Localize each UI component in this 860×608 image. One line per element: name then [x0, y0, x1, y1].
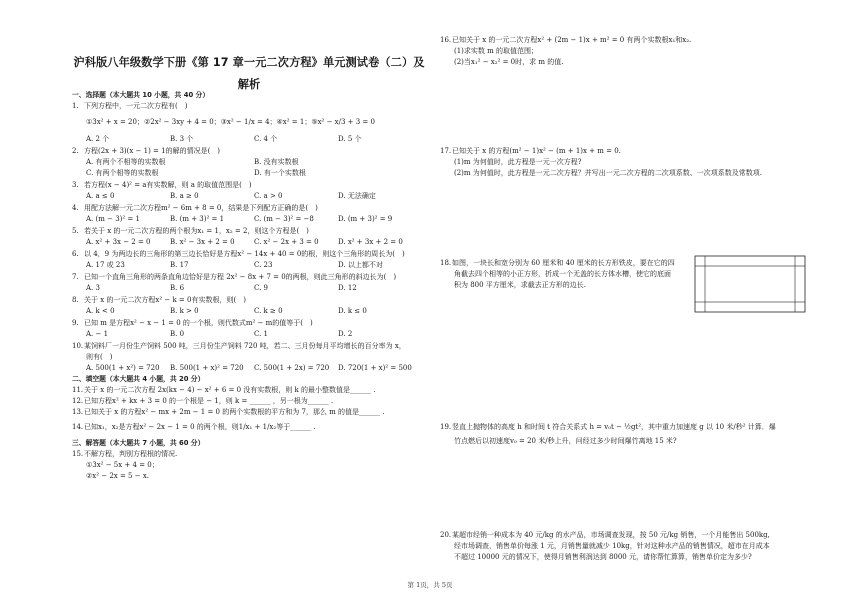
option-d: D. 无法确定: [338, 192, 376, 200]
option-b: B. k > 0: [170, 307, 199, 315]
option-a: A. (m − 3)² = 1: [86, 215, 140, 223]
question-8: [72, 295, 246, 305]
question-number: 11.: [72, 386, 84, 394]
question-20-line-3: 不超过 10000 元的情况下，使得月销售利润达到 8000 元，请你帮忙算算，销售单价定为多少?: [454, 553, 752, 561]
question-stem: 已知关于 x 的一元二次方程x² + (2m − 1)x + m² = 0 有两个实数根x₁和x₂.: [452, 36, 692, 44]
question-17: [440, 146, 621, 156]
question-20: [440, 530, 770, 540]
question-19-line-2: 竹点燃后以初速度v₀ = 20 米/秒上升，问经过多少时间爆竹离地 15 米?: [454, 437, 677, 445]
option-a: A. x² + 3x − 2 = 0: [86, 238, 151, 246]
question-14: [72, 422, 316, 432]
question-4: [72, 203, 318, 213]
option-d: D. 720(1 + x)² = 500: [338, 364, 412, 372]
question-stem: 不解方程，判别方程根的情况.: [84, 450, 178, 458]
question-18: [440, 258, 675, 268]
option-a: A. a ≤ 0: [86, 192, 115, 200]
question-number: 2.: [72, 147, 79, 155]
question-18-line-3: 积为 800 平方厘米，求截去正方形的边长.: [454, 281, 587, 289]
option-a: A. 500(1 + x²) = 720: [86, 364, 160, 372]
option-a: A. − 1: [86, 330, 109, 338]
question-19: [440, 422, 776, 432]
question-15-part-2: ②x² − 2x = 5 − x.: [86, 472, 150, 480]
question-stem: 已知 m 是方程x² − x − 1 = 0 的一个根，则代数式m² − m的值等于( ): [84, 319, 313, 327]
option-d: D. 以上都不对: [338, 261, 383, 269]
question-11: [72, 385, 375, 395]
question-6: [72, 249, 405, 259]
option-b: B. 没有实数根: [254, 158, 299, 166]
question-stem: 已知x₁，x₂是方程x² − 2x − 1 = 0 的两个根，则1/x₁ + 1/x₂等于______ .: [84, 423, 316, 431]
question-stem: 关于 x 的一元二次方程 2x(kx − 4) − x² + 6 = 0 没有实数根，则 k 的最小整数值是______ .: [84, 386, 376, 394]
question-10-stem-continued: 则有( ): [86, 353, 113, 361]
option-d: D. x² + 3x + 2 = 0: [338, 238, 403, 246]
option-b: B. (m + 3)² = 1: [170, 215, 225, 223]
question-number: 15.: [72, 450, 84, 458]
section-heading-choice: 一、选择题（本大题共 10 小题，共 40 分）: [72, 91, 210, 99]
question-16: [440, 35, 691, 45]
question-number: 17.: [440, 147, 452, 155]
question-18-line-2: 角截去四个相等的小正方形，折成一个无盖的长方体水槽，使它的底面: [454, 270, 671, 278]
question-12: [72, 396, 333, 406]
option-c: C. 9: [254, 284, 269, 292]
option-a: A. 有两个不相等的实数根: [86, 158, 166, 166]
option-b: B. 17: [170, 261, 189, 269]
question-number: 3.: [72, 181, 79, 189]
question-number: 19.: [440, 423, 452, 431]
question-stem: 下列方程中，一元二次方程有( ): [84, 102, 188, 110]
question-number: 4.: [72, 204, 79, 212]
sheet-diagram: [694, 255, 806, 313]
option-d: D. k ≤ 0: [338, 307, 367, 315]
question-number: 14.: [72, 423, 84, 431]
question-9: [72, 318, 313, 328]
option-c: C. x² − 2x + 3 = 0: [254, 238, 319, 246]
sheet-outline: [695, 256, 805, 312]
title-line-1: 沪科版八年级数学下册《第 17 章一元二次方程》单元测试卷（二）及: [73, 56, 425, 69]
section-heading-fill: 二、填空题（本大题共 4 小题，共 20 分）: [72, 375, 205, 383]
base-rectangle: [705, 266, 795, 302]
question-15: [72, 449, 177, 459]
question-stem: 已知一个直角三角形的两条直角边恰好是方程 2x² − 8x + 7 = 0的两根，则此三角形的斜边长为( ): [84, 273, 397, 281]
question-stem: 已知关于 x 的方程(m² − 1)x² − (m + 1)x + m = 0.: [452, 147, 621, 155]
option-a: A. k < 0: [86, 307, 115, 315]
option-a: A. 17 或 23: [86, 261, 125, 269]
question-number: 1.: [72, 102, 79, 110]
question-stem: 用配方法解一元二次方程m² − 6m + 8 = 0，结果是下列配方正确的是( ): [84, 204, 318, 212]
question-number: 13.: [72, 408, 84, 416]
option-c: C. 4 个: [254, 135, 278, 143]
question-7: [72, 272, 396, 282]
option-c: C. a > 0: [254, 192, 283, 200]
option-c: C. 23: [254, 261, 273, 269]
question-number: 10.: [72, 342, 84, 350]
question-stem: 以 4，9 为两边长的三角形的第三边长恰好是方程x² − 14x + 40 = 0的根，则这个三角形的周长为( ): [84, 250, 405, 258]
page-footer: 第 1页，共 5页: [407, 581, 453, 589]
question-15-part-1: ①3x² − 5x + 4 = 0；: [86, 461, 159, 469]
question-20-line-2: 经市场调查，销售单价每涨 1 元，月销售量就减少 10kg，针对这种水产品的销售情况，超市在月成本: [454, 542, 770, 550]
option-d: D. 2: [338, 330, 353, 338]
option-b: B. x² − 3x + 2 = 0: [170, 238, 235, 246]
option-a: A. 3: [86, 284, 100, 292]
question-16-part-1: (1)求实数 m 的取值范围；: [454, 47, 539, 55]
question-stem: 竖直上抛物体的高度 h 和时间 t 符合关系式 h = v₀t − ½gt²，其中重力加速度 g 以 10 米/秒² 计算．爆: [452, 423, 776, 431]
question-16-part-2: (2)当x₁² − x₂² = 0时，求 m 的值.: [454, 58, 564, 66]
question-5: [72, 226, 309, 236]
question-3: [72, 180, 252, 190]
question-number: 7.: [72, 273, 79, 281]
option-c: C. 500(1 + 2x) = 720: [254, 364, 330, 372]
question-number: 18.: [440, 259, 452, 267]
question-13: [72, 407, 384, 417]
option-b: B. 500(1 + x)² = 720: [170, 364, 244, 372]
question-stem: 方程(2x + 3)(x − 1) = 1的解的情况是( ): [84, 147, 221, 155]
question-number: 16.: [440, 36, 452, 44]
option-b: B. 0: [170, 330, 185, 338]
option-a: A. 2 个: [86, 135, 110, 143]
option-b: B. 3 个: [170, 135, 194, 143]
option-d: D. 有一个实数根: [254, 169, 306, 177]
question-stem: 已知方程x² + kx + 3 = 0 的一个根是 − 1，则 k = ______ ，另一根为______ .: [84, 397, 334, 405]
option-d: D. 12: [338, 284, 357, 292]
question-number: 9.: [72, 319, 79, 327]
option-d: D. 5 个: [338, 135, 362, 143]
question-2: [72, 146, 220, 156]
question-stem: 如图，一块长和宽分别为 60 厘米和 40 厘米的长方形铁皮，要在它的四: [452, 259, 675, 267]
option-b: B. a ≥ 0: [170, 192, 199, 200]
question-10: [72, 341, 406, 351]
question-17-part-2: (2)m 为何值时，此方程是一元二次方程？并写出一元二次方程的二次项系数、一次项系数及常数项.: [454, 169, 763, 177]
question-stem: 已知关于 x 的方程x² − mx + 2m − 1 = 0 的两个实数根的平方和为 7，那么 m 的值是______ .: [84, 408, 385, 416]
question-stem: 某超市经销一种成本为 40 元/kg 的水产品，市场调查发现，按 50 元/kg 销售，一个月能售出 500kg,: [452, 531, 770, 539]
question-number: 12.: [72, 397, 84, 405]
question-1-items: ①3x² + x = 20；②2x² − 3xy + 4 = 0；③x² − 1/x = 4；④x² = 1；⑤x² − x/3 + 3 = 0: [86, 118, 375, 126]
option-c: C. (m − 3)² = −8: [254, 215, 314, 223]
question-number: 5.: [72, 227, 79, 235]
question-number: 6.: [72, 250, 79, 258]
option-c: C. 有两个相等的实数根: [86, 169, 159, 177]
option-c: C. k ≥ 0: [254, 307, 283, 315]
question-stem: 若关于 x 的一元二次方程的两个根为x₁ = 1，x₂ = 2，则这个方程是( ): [84, 227, 309, 235]
option-c: C. 1: [254, 330, 269, 338]
question-17-part-1: (1)m 为何值时，此方程是一元一次方程?: [454, 158, 582, 166]
option-b: B. 6: [170, 284, 185, 292]
question-stem: 关于 x 的一元二次方程x² − k = 0有实数根，则( ): [84, 296, 246, 304]
question-stem: 若方程(x − 4)² = a有实数解，则 a 的取值范围是( ): [84, 181, 252, 189]
question-number: 20.: [440, 531, 452, 539]
question-number: 8.: [72, 296, 79, 304]
section-heading-solve: 三、解答题（本大题共 7 小题，共 60 分）: [72, 439, 205, 447]
option-d: D. (m + 3)² = 9: [338, 215, 393, 223]
question-1: [72, 101, 187, 111]
question-stem: 某饲料厂一月份生产饲料 500 吨，三月份生产饲料 720 吨，若二、三月份每月平均增长的百分率为 x，: [84, 342, 406, 350]
title-line-2: 解析: [237, 78, 261, 91]
